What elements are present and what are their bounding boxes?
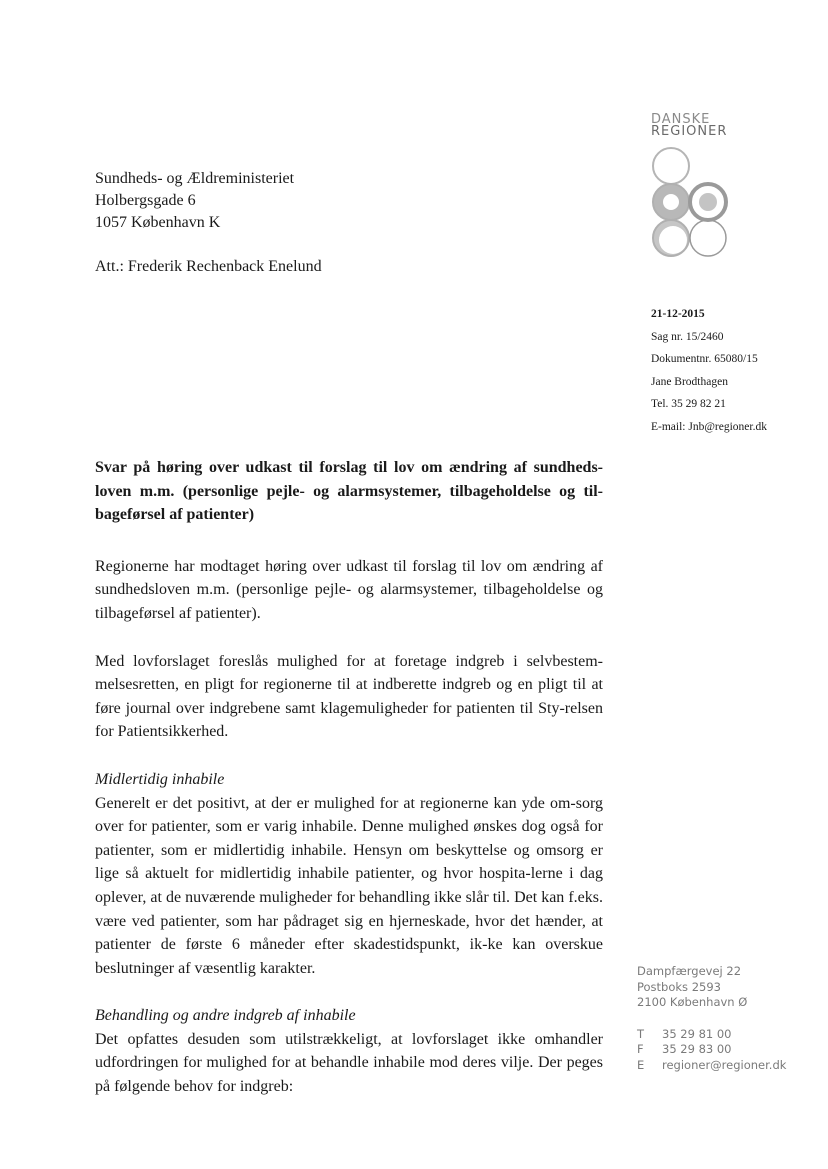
document-number: Dokumentnr. 65080/15 bbox=[651, 353, 758, 366]
phone-value: 35 29 81 00 bbox=[662, 1026, 732, 1041]
recipient-address bbox=[95, 168, 294, 234]
sender-fax-row bbox=[637, 1042, 786, 1058]
sender-address bbox=[637, 964, 786, 1074]
attention-line: Att.: Frederik Rechenback Enelund bbox=[95, 258, 322, 275]
contact-name: Jane Brodthagen bbox=[651, 375, 728, 388]
letter-metadata bbox=[651, 303, 767, 439]
paragraph-4: Det opfattes desuden som utilstrækkeligt, at lovforslaget ikke omhandler udfordringen for mulighed for at behandle inhabile mod deres vilje. Der peges på følgende behov for indgreb: bbox=[95, 1030, 603, 1096]
recipient-line-2: Holbergsgade 6 bbox=[95, 192, 196, 209]
contact-email: E-mail: Jnb@regioner.dk bbox=[651, 420, 767, 433]
sender-phone-row bbox=[637, 1027, 786, 1043]
paragraph-1: Regionerne har modtaget høring over udkast til forslag til lov om ændring af sundhedsloven m.m. (personlige pejle- og alarmsystemer, tilbageholdelse og tilbageførsel af patienter). bbox=[95, 557, 603, 622]
fax-value: 35 29 83 00 bbox=[662, 1042, 732, 1057]
sender-contacts bbox=[637, 1027, 786, 1074]
email-value: regioner@regioner.dk bbox=[662, 1057, 787, 1072]
logo-text-danske: DANSKE bbox=[651, 112, 711, 127]
recipient-line-3: 1057 København K bbox=[95, 214, 221, 231]
letter-body bbox=[95, 456, 603, 1123]
subheading-behandling: Behandling og andre indgreb af inhabile bbox=[95, 1007, 356, 1025]
case-number: Sag nr. 15/2460 bbox=[651, 330, 724, 343]
subheading-midlertidig: Midlertidig inhabile bbox=[95, 770, 225, 788]
sender-pobox: Postboks 2593 bbox=[637, 979, 721, 994]
contact-phone: Tel. 35 29 82 21 bbox=[651, 398, 726, 411]
phone-label: T bbox=[637, 1026, 645, 1041]
sender-city: 2100 København Ø bbox=[637, 995, 748, 1010]
email-label: E bbox=[637, 1057, 645, 1072]
letter-title: Svar på høring over udkast til forslag til lov om ændring af sundheds-loven m.m. (personlige pejle- og alarmsystemer, tilbageholdelse og til-bageførsel af patienter) bbox=[95, 459, 603, 524]
paragraph-2: Med lovforslaget foreslås mulighed for at foretage indgreb i selvbestem-melsesretten, en pligt for regionerne til at indberette indgreb og en pligt til at føre journal over indgrebene samt klagemuligheder for patienten til Sty-relsen for Patientsikkerhed. bbox=[95, 652, 603, 741]
sender-email-row bbox=[637, 1058, 786, 1074]
sender-street: Dampfærgevej 22 bbox=[637, 964, 742, 978]
paragraph-3: Generelt er det positivt, at der er mulighed for at regionerne kan yde om-sorg over for patienter, som er varig inhabile. Denne mulighed ønskes dog også for patienter, som er midlertidig inhabile. Hensyn om beskyttelse og omsorg er lige så aktuelt for midlertidig inhabile patienter, og hvor hospita-lerne i dag oplever, at de nuværende muligheder for behandling ikke slår til. Det kan f.eks. være ved patienter, som har pådraget sig en hjerneskade, hvor det hænder, at patienter de første 6 måneder efter skadestidspunkt, ik-ke kan overskue beslutninger af væsentlig karakter. bbox=[95, 794, 603, 977]
letter-date: 21-12-2015 bbox=[651, 308, 705, 320]
recipient-line-1: Sundheds- og Ældreministeriet bbox=[95, 170, 295, 187]
danske-regioner-logo-icon bbox=[646, 146, 736, 264]
logo-text-regioner: REGIONER bbox=[651, 124, 728, 139]
fax-label: F bbox=[637, 1042, 644, 1057]
